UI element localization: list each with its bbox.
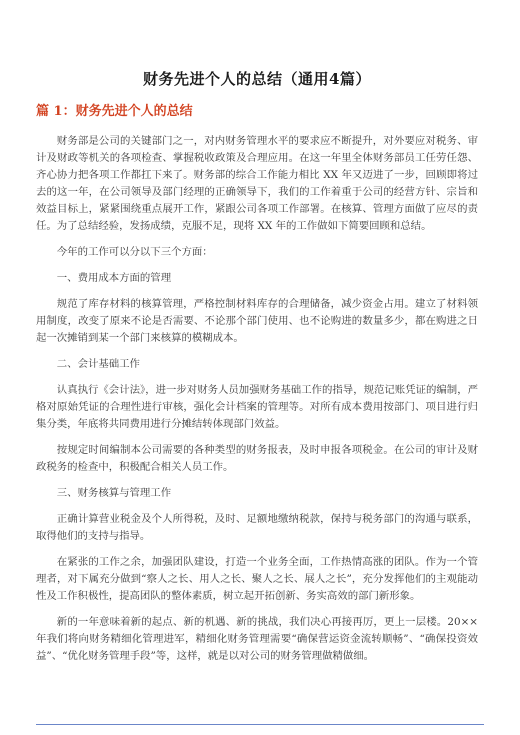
- body-paragraph: 新的一年意味着新的起点、新的机遇、新的挑战，我们决心再接再厉，更上一层楼。20××年我们将向财务精细化管理进军，精细化财务管理需要“确保营运资金流转顺畅”、“确保投资效益”、“优化财务管理手段”等，这样，就是以对公司的财务管理做精做细。: [36, 616, 478, 662]
- footer-divider: [36, 724, 484, 725]
- body-paragraph: 正确计算营业税金及个人所得税，及时、足额地缴纳税款，保持与税务部门的沟通与联系，取得他们的支持与指导。: [36, 513, 478, 542]
- subsection-heading: 二、会计基础工作: [56, 358, 140, 370]
- subsection-heading: 三、财务核算与管理工作: [56, 487, 172, 499]
- subsection-heading: 一、费用成本方面的管理: [56, 272, 172, 284]
- body-paragraph: 认真执行《会计法》，进一步对财务人员加强财务基础工作的指导，规范记账凭证的编制，严格对原始凭证的合理性进行审核，强化会计档案的管理等。对所有成本费用按部门、项目进行归集分类，年底将共同费用进行分摊结转体现部门效益。: [36, 384, 478, 430]
- body-paragraph: 今年的工作可以分以下三个方面：: [56, 246, 213, 258]
- body-paragraph: 按规定时间编制本公司需要的各种类型的财务报表，及时申报各项税金。在公司的审计及财政税务的检查中，积极配合相关人员工作。: [36, 444, 478, 473]
- document-title: 财务先进个人的总结（通用4篇）: [143, 70, 371, 88]
- section-heading: 篇 1：财务先进个人的总结: [36, 104, 193, 119]
- body-paragraph: 财务部是公司的关键部门之一，对内财务管理水平的要求应不断提升，对外要应对税务、审计及财政等机关的各项检查、掌握税收政策及合理应用。在这一年里全体财务部员工任劳任怨、齐心协力把各项工作都扛下来了。财务部的综合工作能力相比 XX 年又迈进了一步，回顾即将过去的这一年，在公司领导及部门经理的正确领导下，我们的工作着重于公司的经营方针、宗旨和效益目标上，紧紧围绕重点展开工作，紧跟公司各项工作部署。在核算、管理方面做了应尽的责任。为了总结经验，发扬成绩，克服不足，现将 XX 年的工作做如下简要回顾和总结。: [36, 135, 478, 232]
- document-body: [36, 133, 478, 665]
- body-paragraph: 在紧张的工作之余，加强团队建设，打造一个业务全面，工作热情高涨的团队。作为一个管理者，对下属充分做到“察人之长、用人之长、聚人之长、展人之长”，充分发挥他们的主观能动性及工作积极性，提高团队的整体素质，树立起开拓创新、务实高效的部门新形象。: [36, 556, 478, 602]
- body-paragraph: 规范了库存材料的核算管理，严格控制材料库存的合理储备，减少资金占用。建立了材料领用制度，改变了原来不论是否需要、不论那个部门使用、也不论购进的数量多少，都在购进之日起一次摊销到某一个部门来核算的模糊成本。: [36, 298, 478, 344]
